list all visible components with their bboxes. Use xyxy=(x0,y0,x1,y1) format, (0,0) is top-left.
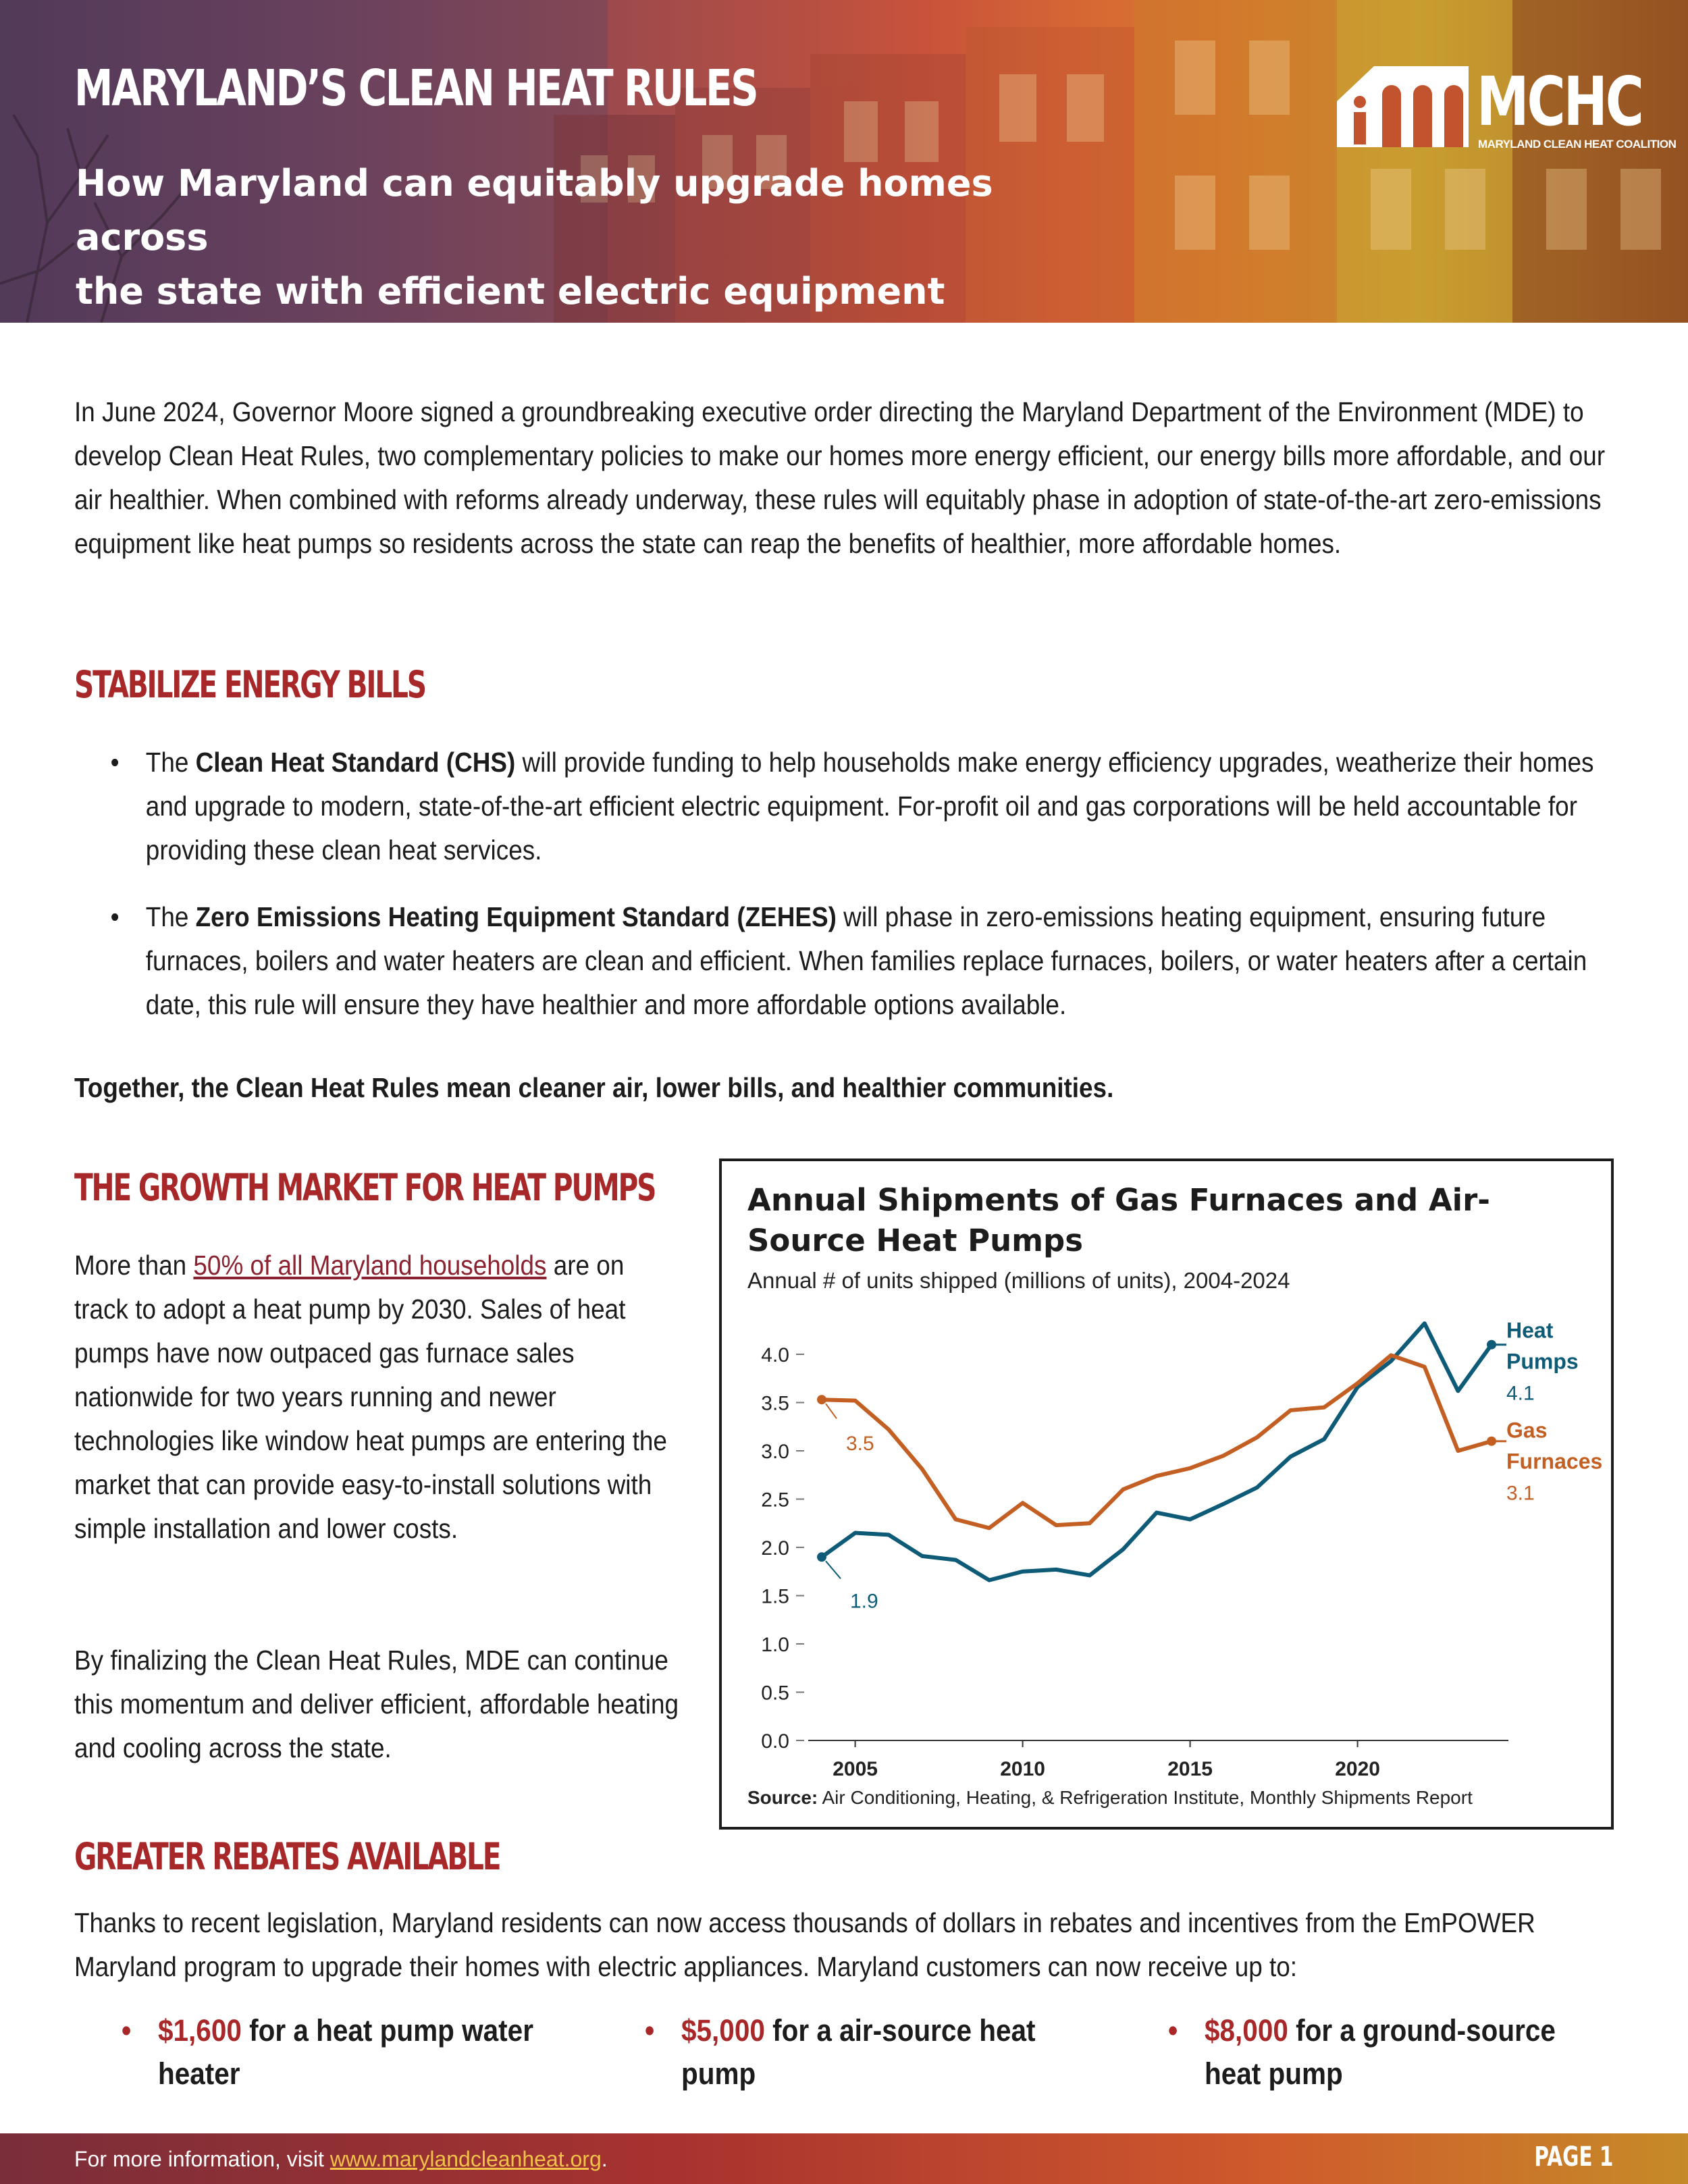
rebate-item-ground-source: • $8,000 for a ground-source heat pump xyxy=(1168,2009,1606,2096)
footer-info: For more information, visit www.marylandcleanheat.org. xyxy=(74,2147,608,2171)
y-tick-label: 1.0 xyxy=(761,1634,789,1656)
y-tick-label: 3.5 xyxy=(761,1392,789,1415)
start-label-leader xyxy=(826,1404,837,1418)
zehes-term: Zero Emissions Heating Equipment Standard (ZEHES) xyxy=(195,901,837,932)
page-subtitle: How Maryland can equitably upgrade homes across the state with efficient electric equipment xyxy=(76,162,993,313)
y-tick-label: 1.5 xyxy=(761,1585,789,1608)
page-number: PAGE 1 xyxy=(1534,2141,1614,2173)
bullet-dot: • xyxy=(122,2013,132,2048)
series-legend-line2: Furnaces xyxy=(1506,1449,1603,1474)
x-tick-label: 2015 xyxy=(1167,1758,1213,1780)
start-label-leader xyxy=(826,1561,841,1578)
rebates-intro: Thanks to recent legislation, Maryland residents can now access thousands of dollars in rebates and incentives from the EmPOWER Maryland program to upgrade their homes with electric appliances. Maryland customers can now receive up to: xyxy=(74,1907,1535,1982)
growth-paragraph-2: By finalizing the Clean Heat Rules, MDE can continue this momentum and deliver efficient, affordable heating and cooling across the state. xyxy=(74,1645,679,1763)
y-tick-label: 2.5 xyxy=(761,1489,789,1512)
rebate-item-air-source: • $5,000 for a air-source heat pump xyxy=(645,2009,1082,2096)
section-heading-growth: THE GROWTH MARKET FOR HEAT PUMPS xyxy=(74,1166,656,1209)
house-logo-icon xyxy=(1334,61,1475,149)
x-tick-label: 2020 xyxy=(1335,1758,1380,1780)
website-link[interactable]: www.marylandcleanheat.org xyxy=(329,2147,602,2171)
series-end-label: 4.1 xyxy=(1506,1382,1535,1405)
logo-wordmark: MCHC xyxy=(1477,62,1642,141)
y-tick-label: 3.0 xyxy=(761,1441,789,1463)
bullet-dot: • xyxy=(110,747,120,778)
policy-bullet-list xyxy=(108,741,1661,1050)
page-title: MARYLAND’S CLEAN HEAT RULES xyxy=(74,59,758,117)
y-tick-label: 2.0 xyxy=(761,1537,789,1560)
series-start-point xyxy=(817,1395,826,1404)
together-statement: Together, the Clean Heat Rules mean cleaner air, lower bills, and healthier communities. xyxy=(74,1072,1114,1103)
chart-source: Source: Air Conditioning, Heating, & Refrigeration Institute, Monthly Shipments Report xyxy=(747,1787,1473,1808)
series-start-label: 3.5 xyxy=(846,1433,874,1456)
page-footer xyxy=(0,2133,1688,2184)
households-link[interactable]: 50% of all Maryland households xyxy=(193,1250,547,1281)
rebate-amount: $8,000 xyxy=(1205,2013,1288,2048)
rebate-item-water-heater: • $1,600 for a heat pump water heater xyxy=(122,2009,559,2096)
bullet-chs: • The Clean Heat Standard (CHS) will provide funding to help households make energy efficiency upgrades, weatherize their homes and upgrade to modern, state-of-the-art efficient electric equipment. For-profit oil and gas corporations will be held accountable for providing these clean heat services. xyxy=(108,741,1639,872)
chart-plot-area xyxy=(722,1161,1616,1832)
chs-term: Clean Heat Standard (CHS) xyxy=(195,747,516,778)
y-tick-label: 0.5 xyxy=(761,1682,789,1705)
mchc-logo xyxy=(1334,61,1677,155)
growth-paragraph-1: More than 50% of all Maryland households are on track to adopt a heat pump by 2030. Sales of heat pumps have now outpaced gas furnace sales nationwide for two years running and newer technologies like window heat pumps are entering the market that can provide easy-to-install solutions with simple installation and lower costs. xyxy=(74,1250,667,1544)
series-legend-line1: Heat xyxy=(1506,1318,1554,1343)
series-line-heat-pumps xyxy=(822,1323,1492,1580)
y-tick-label: 4.0 xyxy=(761,1344,789,1366)
rebate-amount: $5,000 xyxy=(681,2013,765,2048)
section-heading-stabilize: STABILIZE ENERGY BILLS xyxy=(74,663,425,706)
intro-paragraph: In June 2024, Governor Moore signed a groundbreaking executive order directing the Maryland Department of the Environment (MDE) to develop Clean Heat Rules, two complementary policies to make our homes more energy efficient, our energy bills more affordable, and our air healthier. When combined with reforms already underway, these rules will equitably phase in adoption of state-of-the-art zero-emissions equipment like heat pumps so residents across the state can reap the benefits of healthier, more affordable homes. xyxy=(74,396,1606,559)
bullet-dot: • xyxy=(110,901,120,932)
series-start-point xyxy=(817,1552,826,1562)
series-legend-line1: Gas xyxy=(1506,1418,1548,1443)
bullet-dot: • xyxy=(1168,2013,1178,2048)
header-banner xyxy=(0,0,1688,323)
series-end-label: 3.1 xyxy=(1506,1482,1535,1505)
series-legend-line2: Pumps xyxy=(1506,1349,1579,1374)
chart-subtitle: Annual # of units shipped (millions of units), 2004-2024 xyxy=(747,1268,1290,1293)
chart-title: Annual Shipments of Gas Furnaces and Air-Source Heat Pumps xyxy=(747,1182,1490,1258)
bullet-dot: • xyxy=(645,2013,655,2048)
series-line-gas-furnaces xyxy=(822,1355,1492,1528)
y-tick-label: 0.0 xyxy=(761,1730,789,1753)
section-heading-rebates: GREATER REBATES AVAILABLE xyxy=(74,1835,500,1878)
x-tick-label: 2010 xyxy=(1000,1758,1045,1780)
series-start-label: 1.9 xyxy=(850,1590,878,1613)
shipments-chart xyxy=(719,1158,1614,1830)
logo-tagline: MARYLAND CLEAN HEAT COALITION xyxy=(1478,138,1677,151)
bullet-zehes: • The Zero Emissions Heating Equipment Standard (ZEHES) will phase in zero-emissions heating equipment, ensuring future furnaces, boilers and water heaters are clean and efficient. When families replace furnaces, boilers, or water heaters after a certain date, this rule will ensure they have healthier and more affordable options available. xyxy=(108,895,1639,1027)
x-tick-label: 2005 xyxy=(833,1758,878,1780)
rebate-amount: $1,600 xyxy=(158,2013,242,2048)
